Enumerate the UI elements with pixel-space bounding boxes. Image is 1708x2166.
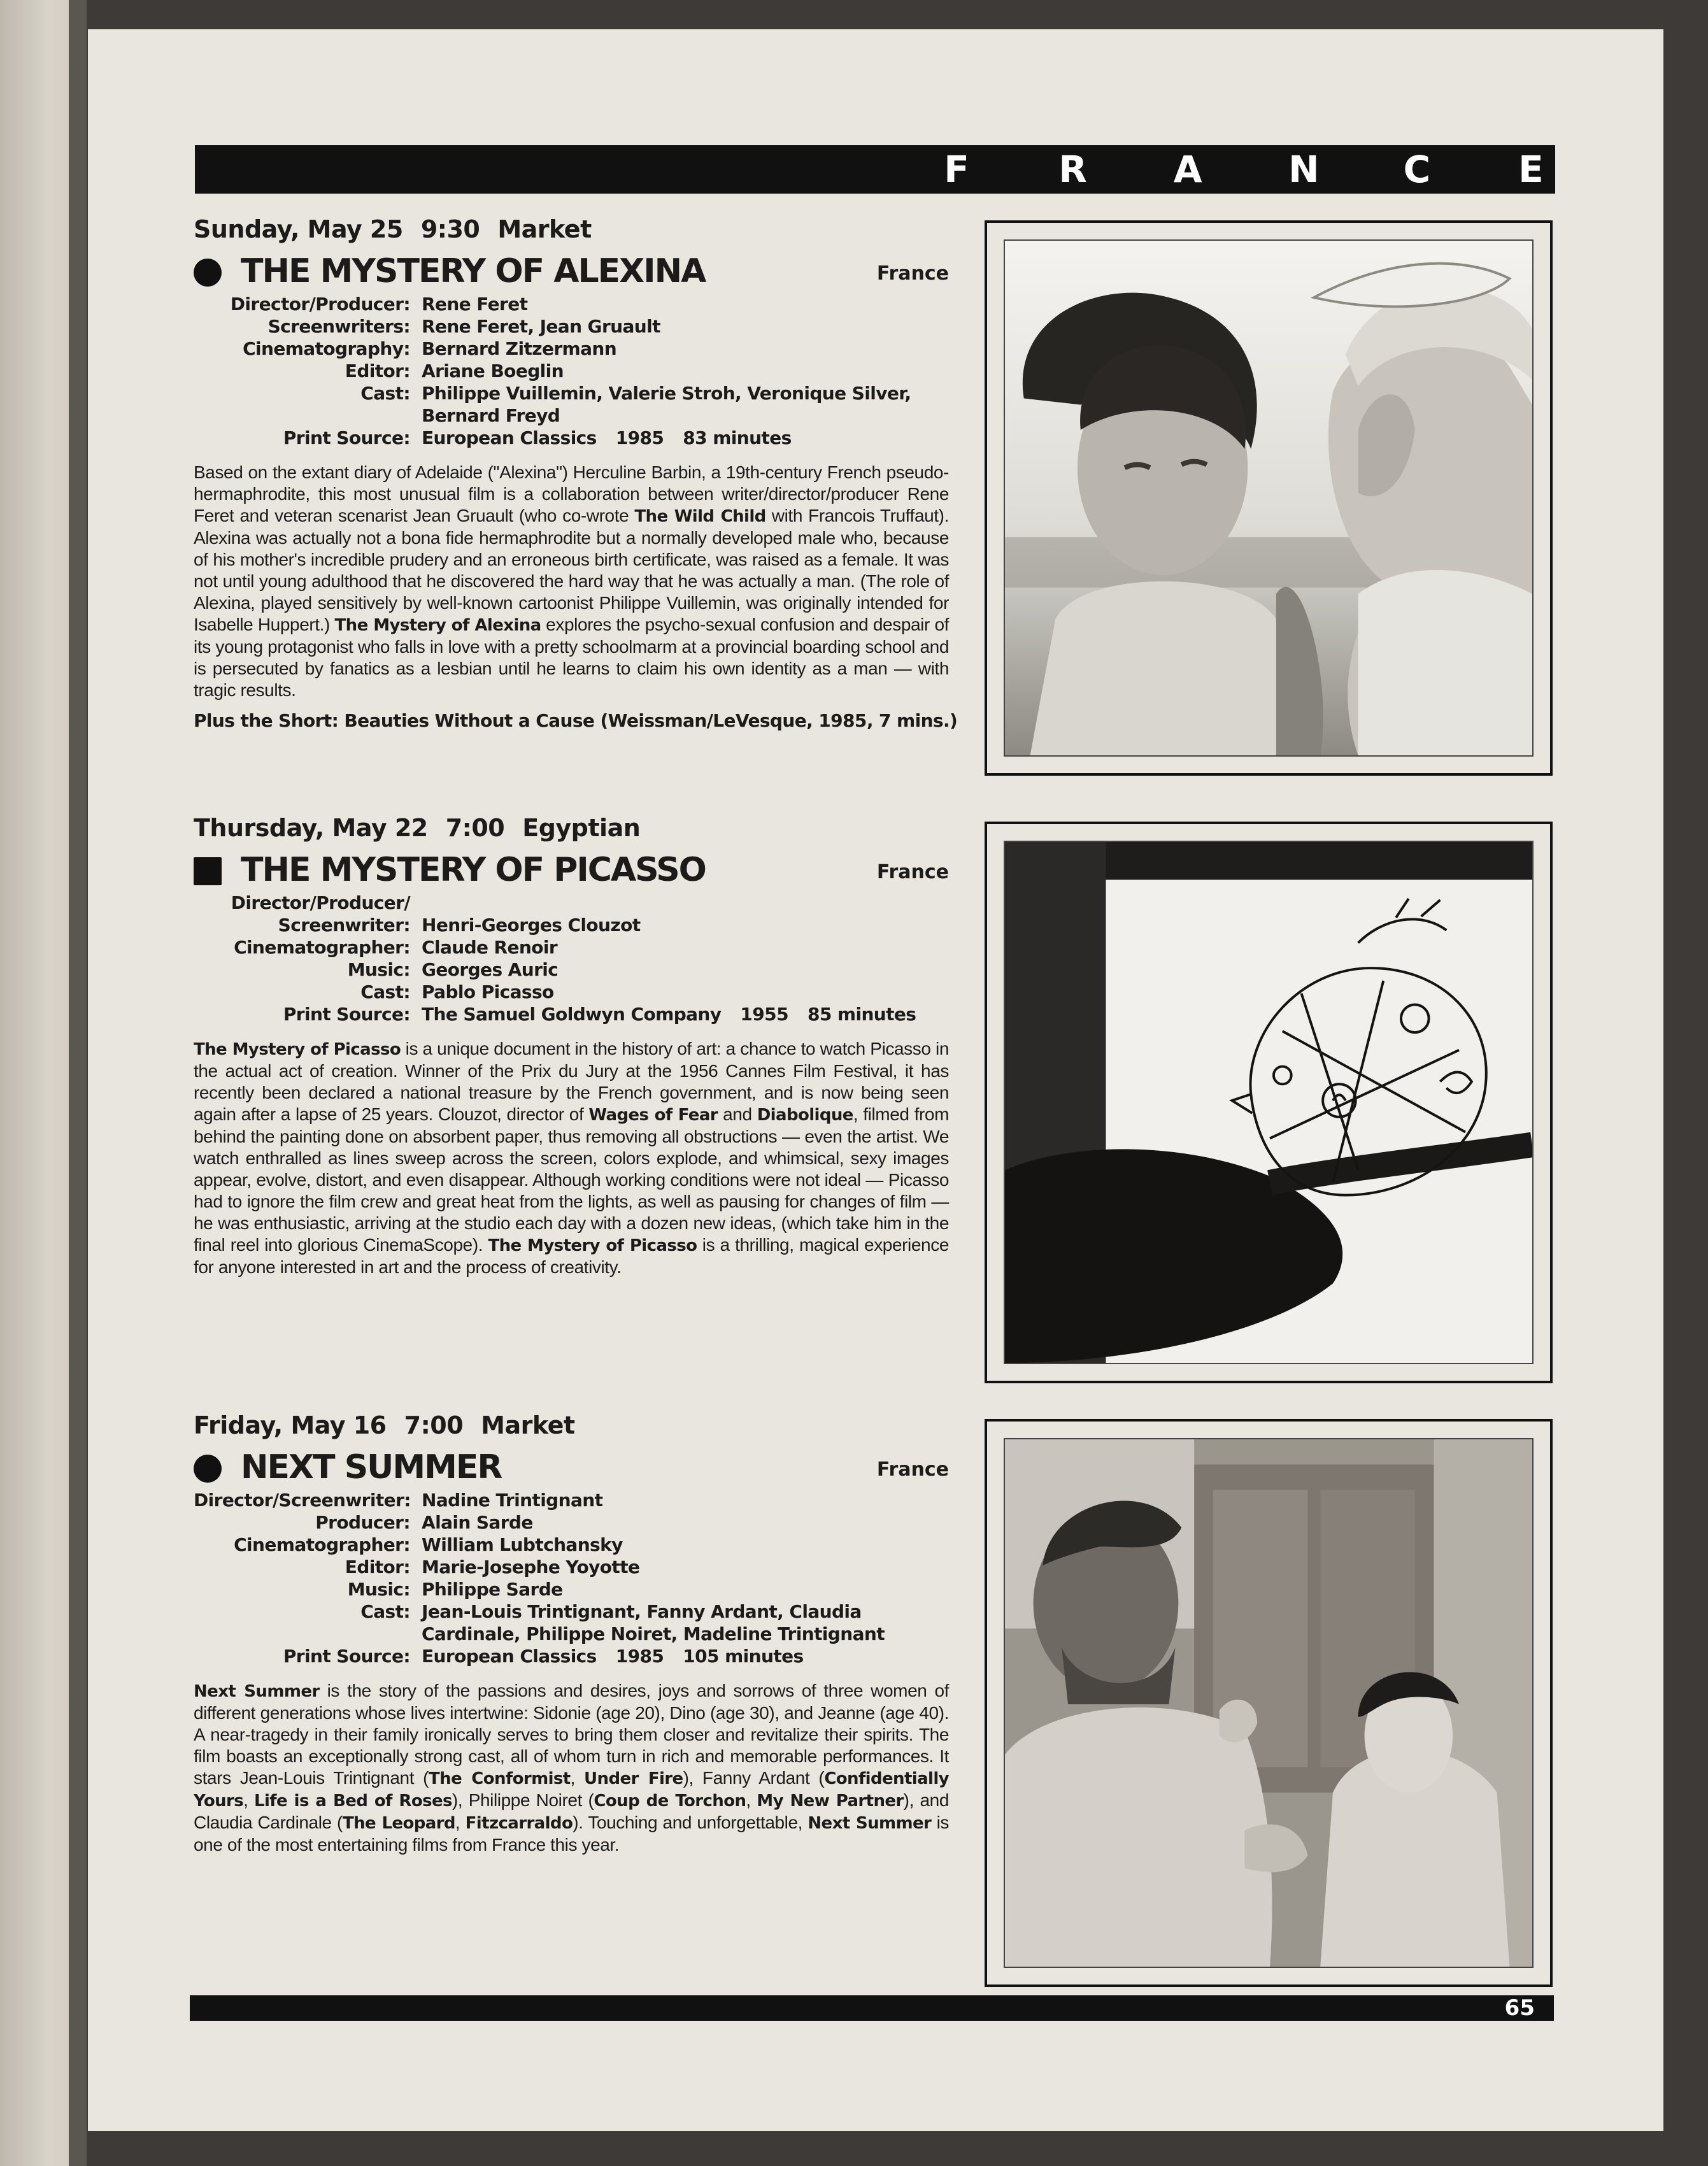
credit-label: Director/Producer/ bbox=[231, 892, 410, 913]
credit-value bbox=[422, 892, 949, 914]
description-text: is a thrilling, magical experience for anyone interested in art and the process of creativity. bbox=[194, 1235, 949, 1277]
film-still-frame-next-summer bbox=[985, 1419, 1553, 1987]
short-film-note: Plus the Short: Beauties Without a Cause (Weissman/LeVesque, 1985, 7 mins.) bbox=[194, 710, 958, 731]
description-text: , bbox=[746, 1790, 757, 1810]
screening-venue: Egyptian bbox=[522, 814, 641, 842]
film-title: THE MYSTERY OF ALEXINA bbox=[241, 252, 706, 290]
credit-value bbox=[422, 1003, 949, 1025]
credit-value bbox=[422, 293, 949, 315]
credit-label: Cinematography: bbox=[243, 338, 410, 359]
film-entry-next-summer bbox=[194, 1411, 949, 1856]
credit-value-text: Marie-Josephe Yoyotte bbox=[422, 1557, 640, 1578]
runtime: 105 minutes bbox=[683, 1646, 804, 1667]
credit-label: Print Source: bbox=[283, 1646, 410, 1667]
film-description bbox=[194, 462, 949, 701]
description-text: explores the psycho-sexual confusion and despair of its young protagonist who falls in love with a pretty schoolmarm at a provincial boarding school and is persecuted by fanatics as a lesbian until he learns to claim his own identity as a man — with tragic results. bbox=[194, 615, 950, 700]
film-title-reference: My New Partner bbox=[757, 1792, 904, 1811]
credit-label: Screenwriters: bbox=[267, 316, 410, 337]
circle-bullet-icon bbox=[194, 259, 222, 287]
runtime: 85 minutes bbox=[807, 1004, 916, 1025]
credit-label: Editor: bbox=[345, 1557, 410, 1578]
description-text: Based on the extant diary of Adelaide ("Alexina") Herculine Barbin, a 19th-century French pseudo-hermaphrodite, this most unusual film is a collaboration between writer/director/producer Rene Feret and veteran scenarist Jean Gruault (who co-wrote bbox=[194, 462, 949, 525]
credit-value bbox=[422, 1556, 949, 1578]
film-title: NEXT SUMMER bbox=[241, 1448, 502, 1486]
print-year: 1985 bbox=[615, 1646, 664, 1667]
credit-value bbox=[422, 315, 949, 338]
credit-value-text: Philippe Vuillemin, Valerie Stroh, Veronique Silver, Bernard Freyd bbox=[422, 383, 911, 426]
screening-info bbox=[194, 215, 949, 250]
film-still-alexina bbox=[1004, 239, 1534, 757]
film-title-reference: Life is a Bed of Roses bbox=[254, 1792, 452, 1811]
description-text: , bbox=[570, 1768, 585, 1788]
credit-label: Cast: bbox=[360, 981, 410, 1002]
credit-value-text: Henri-Georges Clouzot bbox=[422, 915, 641, 936]
credit-value bbox=[422, 338, 949, 360]
screening-date: Thursday, May 22 bbox=[194, 814, 428, 842]
film-country: France bbox=[876, 262, 949, 285]
film-title-reference: The Mystery of Picasso bbox=[488, 1236, 697, 1255]
description-text: ). Touching and unforgettable, bbox=[573, 1813, 808, 1832]
credit-value bbox=[422, 360, 949, 382]
credit-value bbox=[422, 958, 949, 981]
screening-venue: Market bbox=[481, 1411, 575, 1439]
film-country: France bbox=[876, 1458, 949, 1481]
credit-value bbox=[422, 1645, 949, 1667]
screening-info bbox=[194, 1411, 949, 1446]
film-title: THE MYSTERY OF PICASSO bbox=[241, 851, 706, 889]
credit-label: Producer: bbox=[315, 1512, 410, 1533]
credit-label: Music: bbox=[347, 959, 410, 980]
film-title-reference: Next Summer bbox=[808, 1814, 932, 1833]
square-bullet-icon bbox=[194, 857, 222, 885]
country-letter: R bbox=[1058, 148, 1088, 191]
country-letter: F bbox=[944, 148, 969, 191]
film-title-reference: Wages of Fear bbox=[588, 1106, 718, 1125]
description-text: is one of the most entertaining films from France this year. bbox=[194, 1813, 949, 1855]
credit-value bbox=[422, 1600, 949, 1645]
description-text: , bbox=[243, 1790, 255, 1810]
country-letter: A bbox=[1173, 148, 1202, 191]
description-text: is the story of the passions and desires, joys and sorrows of three women of different generations whose lives intertwine: Sidonie (age 20), Dino (age 30), and Jeanne (age 40). A near-tragedy in their family ironically serves to bring them closer and revitalize their spirits. The film boasts an exceptionally strong cast, all of whom turn in rich and memorable performances. It stars Jean-Louis Trintignant ( bbox=[194, 1681, 949, 1788]
credit-label: Editor: bbox=[345, 360, 410, 381]
credit-value-text: Jean-Louis Trintignant, Fanny Ardant, Claudia Cardinale, Philippe Noiret, Madeline Trintignant bbox=[422, 1601, 885, 1644]
film-description bbox=[194, 1680, 949, 1856]
credit-value-text: European Classics bbox=[422, 1646, 597, 1667]
description-text: is a unique document in the history of art: a chance to watch Picasso in the actual act of creation. Winner of the Prix du Jury at the 1956 Cannes Film Festival, it has recently been declared a national treasure by the French government, and is now being seen again after a lapse of 25 years. Clouzot, director of bbox=[194, 1039, 949, 1124]
film-title-row bbox=[194, 1448, 949, 1488]
film-title-row bbox=[194, 851, 949, 890]
film-title-reference: Next Summer bbox=[194, 1682, 320, 1701]
description-text: ), and Claudia Cardinale ( bbox=[194, 1790, 950, 1832]
credit-value bbox=[422, 427, 949, 449]
credit-label: Cinematographer: bbox=[234, 1534, 410, 1555]
film-title-reference: Diabolique bbox=[757, 1106, 853, 1125]
credit-value bbox=[422, 1578, 949, 1600]
credit-value bbox=[422, 936, 949, 958]
film-title-reference: The Leopard bbox=[342, 1814, 455, 1833]
credits-list bbox=[194, 293, 949, 449]
credit-label: Print Source: bbox=[283, 1004, 410, 1025]
credit-label: Cast: bbox=[360, 383, 410, 404]
screening-date: Sunday, May 25 bbox=[194, 215, 403, 243]
credit-value-text: Philippe Sarde bbox=[422, 1579, 563, 1600]
footer-bar bbox=[190, 1995, 1554, 2021]
credit-value-text: Claude Renoir bbox=[422, 937, 558, 958]
credit-value-text: Ariane Boeglin bbox=[422, 360, 564, 381]
film-title-reference: Confidentially Yours bbox=[194, 1769, 950, 1811]
screening-time: 7:00 bbox=[445, 814, 505, 842]
film-title-reference: Under Fire bbox=[584, 1769, 683, 1788]
credit-value-text: European Classics bbox=[422, 427, 597, 448]
page-number: 65 bbox=[1504, 1995, 1535, 2021]
film-title-reference: Fitzcarraldo bbox=[465, 1814, 573, 1833]
description-text: and bbox=[718, 1104, 757, 1124]
film-title-reference: Coup de Torchon bbox=[594, 1792, 746, 1811]
credit-value bbox=[422, 1534, 949, 1556]
credit-value bbox=[422, 1511, 949, 1534]
description-text: with Francois Truffaut). Alexina was actually not a bona fide hermaphrodite but a normally developed male who, because of his mother's incredible prudery and an erroneous birth certificate, was raised as a female. It was not until young adulthood that he discovered the hard way that he was actually a man. (The role of Alexina, played sensitively by well-known cartoonist Philippe Vuillemin, was originally intended for Isabelle Huppert.) bbox=[194, 506, 949, 634]
film-country: France bbox=[876, 861, 949, 883]
section-header-bar bbox=[195, 145, 1555, 194]
credit-value-text: Georges Auric bbox=[422, 959, 559, 980]
credit-label: Screenwriter: bbox=[278, 915, 410, 936]
film-still-picasso bbox=[1004, 841, 1534, 1364]
film-description bbox=[194, 1038, 949, 1278]
credit-value-text: Rene Feret bbox=[422, 294, 528, 315]
credit-value-text: Pablo Picasso bbox=[422, 981, 554, 1002]
film-still-next-summer bbox=[1004, 1438, 1534, 1968]
screening-time: 7:00 bbox=[404, 1411, 464, 1439]
credit-value-text: Rene Feret, Jean Gruault bbox=[422, 316, 660, 337]
credit-label: Print Source: bbox=[283, 427, 410, 448]
description-text: , filmed from behind the painting done on absorbent paper, thus removing all obstructions — even the artist. We watch enthralled as lines sweep across the screen, colors explode, and whimsical, sexy images appear, evolve, distort, and even disappear. Although working conditions were not ideal — Picasso had to ignore the film crew and great heat from the lights, as well as pausing for changes of film — he was enthusiastic, arriving at the studio each day with a dozen new ideas, (which take him in the final reel into glorious CinemaScope). bbox=[194, 1104, 950, 1255]
description-text: , bbox=[455, 1813, 466, 1832]
print-year: 1955 bbox=[740, 1004, 788, 1025]
section-country-title bbox=[944, 145, 1555, 194]
screening-time: 9:30 bbox=[420, 215, 480, 243]
credits-list bbox=[194, 892, 949, 1025]
print-year: 1985 bbox=[615, 427, 664, 448]
screening-venue: Market bbox=[497, 215, 592, 243]
credit-value bbox=[422, 981, 949, 1003]
country-letter: N bbox=[1288, 148, 1320, 191]
runtime: 83 minutes bbox=[683, 427, 792, 448]
credit-value-text: Alain Sarde bbox=[422, 1512, 533, 1533]
credit-value-text: Nadine Trintignant bbox=[422, 1490, 603, 1511]
film-title-reference: The Mystery of Picasso bbox=[194, 1040, 401, 1059]
film-still-frame-picasso bbox=[985, 822, 1553, 1383]
film-title-reference: The Wild Child bbox=[634, 507, 766, 526]
credit-value-text: The Samuel Goldwyn Company bbox=[422, 1004, 722, 1025]
description-text: ), Philippe Noiret ( bbox=[452, 1790, 594, 1810]
credit-value bbox=[422, 382, 949, 427]
film-title-row bbox=[194, 252, 949, 292]
credit-value-text: William Lubtchansky bbox=[422, 1534, 623, 1555]
credit-label: Music: bbox=[347, 1579, 410, 1600]
credit-value-text: Bernard Zitzermann bbox=[422, 338, 617, 359]
credit-value bbox=[422, 1489, 949, 1511]
circle-bullet-icon bbox=[194, 1455, 222, 1483]
film-entry-alexina bbox=[194, 215, 958, 731]
film-entry-picasso bbox=[194, 814, 949, 1278]
screening-date: Friday, May 16 bbox=[194, 1411, 387, 1439]
film-title-reference: The Mystery of Alexina bbox=[334, 616, 541, 635]
country-letter: E bbox=[1518, 148, 1544, 191]
country-letter: C bbox=[1403, 148, 1431, 191]
credit-label: Cinematographer: bbox=[234, 937, 410, 958]
credits-list bbox=[194, 1489, 949, 1667]
credit-value bbox=[422, 914, 949, 936]
credit-label: Director/Producer: bbox=[230, 294, 410, 315]
film-title-reference: The Conformist bbox=[429, 1769, 571, 1788]
binding-gutter bbox=[69, 0, 87, 2166]
description-text: ), Fanny Ardant ( bbox=[683, 1768, 825, 1788]
credit-label: Cast: bbox=[360, 1601, 410, 1622]
credit-label: Director/Screenwriter: bbox=[194, 1490, 411, 1511]
film-still-frame-alexina bbox=[985, 220, 1553, 776]
screening-info bbox=[194, 814, 949, 848]
